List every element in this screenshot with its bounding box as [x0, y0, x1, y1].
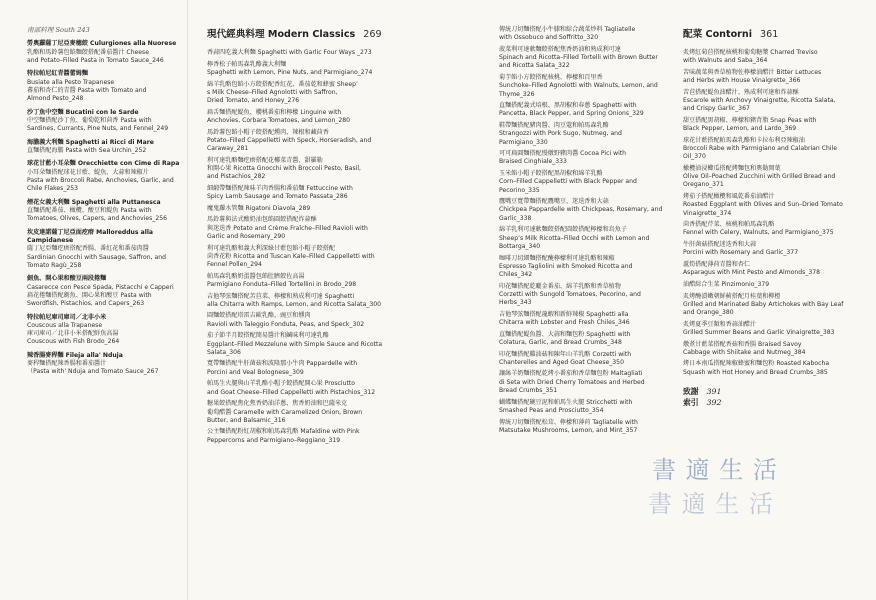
toc-entry — [27, 229, 185, 270]
toc-entry — [27, 160, 185, 193]
toc-entry-line: Thyme_326 — [499, 90, 535, 98]
toc-entry-line: Smashed Peas and Prosciutto_354 — [499, 406, 604, 414]
toc-entry-line: and Goat Cheese–Filled Cappelletti with Pistachios_312 — [207, 388, 376, 396]
toc-entry-title: 煙花女義大利麵 Spaghetti alla Puttanesca — [27, 198, 161, 206]
toc-entry-line: Peppercorns and Parmigiano–Reggiano_319 — [207, 436, 341, 444]
toc-entry-line: 橄欖油浸櫛瓜搭配烤麵包和奧勒岡葉 — [683, 164, 781, 172]
column-contorni — [683, 26, 849, 408]
toc-entry — [499, 419, 665, 436]
toc-entry-line: Pecorino_335 — [499, 186, 540, 194]
toc-entry-line: Chile Flakes_253 — [27, 185, 79, 193]
toc-entry-line: Grilled and Marinated Baby Artichokes with Bay Leaf — [683, 300, 844, 308]
toc-entry-line: Strangozzi with Pork Sugo, Nutmeg, and — [499, 130, 622, 138]
toc-entry-line: Tomatoes, Olives, Capers, and Anchovies_256 — [27, 215, 168, 223]
toc-entry-line: Fennel Pollen_294 — [207, 261, 262, 269]
toc-entry-line: Chiles_342 — [499, 271, 533, 279]
toc-entry — [207, 400, 397, 425]
toc-entry — [683, 69, 849, 86]
back-matter-page: 391 — [706, 386, 722, 396]
toc-entry — [27, 70, 185, 103]
back-matter-page: 392 — [706, 397, 722, 407]
toc-entry-line: Corzetti with Sungold Tomatoes, Pecorino, and — [499, 290, 641, 298]
toc-entry — [207, 216, 397, 241]
toc-entry-line: 直麵搭配番茄、橄欖、酸豆和鯷魚 Pasta with — [27, 206, 152, 214]
toc-entry-title: 海膽義大利麵 Spaghetti ai Ricci di Mare — [27, 138, 154, 146]
toc-entry-line: 茄子節半月餃搭配簡易醬汁和鹹味利可達乳酪 — [207, 332, 329, 340]
toc-entry-line: 甜豆搭配黑胡椒、檸檬和豬背脂 Snap Peas with — [683, 116, 817, 124]
toc-entry — [683, 341, 849, 358]
toc-entry — [207, 332, 397, 357]
toc-entry-line: Olive Oil–Poached Zucchini with Grilled Bread and — [683, 173, 836, 181]
toc-entry — [499, 399, 665, 416]
toc-entry — [207, 273, 397, 290]
toc-entry — [27, 314, 185, 347]
toc-entry-line: 吉他琴弦麵搭配龍蝦和新鮮辣椒 Spaghetti alla — [499, 310, 629, 318]
toc-entry — [499, 170, 665, 195]
toc-entry-line: Roasted Eggplant with Olives and Sun–Dried Tomato — [683, 201, 843, 209]
toc-entry-line: 直麵搭配海膽 Pasta with Sea Urchin_252 — [27, 146, 147, 154]
toc-entry-line: Fennel with Celery, Walnuts, and Parmigiano_375 — [683, 229, 834, 237]
toc-entry-line: Espresso Tagliolini with Smoked Ricotta and — [499, 262, 633, 270]
toc-entry-line: Chanterelles and Aged Goat Cheese_350 — [499, 358, 624, 366]
column-modern-classics — [207, 26, 397, 448]
toc-entry — [207, 245, 397, 270]
toc-entry-line: 可可扁圓麵搭配慢燉野豬肉醬 Cocoa Pici with — [499, 150, 627, 158]
back-matter-label: 致謝 — [683, 386, 699, 396]
toc-entry — [683, 137, 849, 162]
toc-entry-line: Busiate alla Pesto Trapanese — [27, 78, 115, 86]
toc-entry-line: Caraway_281 — [207, 145, 249, 153]
toc-entry — [27, 109, 185, 134]
toc-entry-line: 糖果餃搭配焦化焦香奶油洋蔥、焦香奶油和巴薩米克 — [207, 400, 348, 408]
toc-entry-line: 牛肝菌菇搭配迷迭香和大蒜 — [683, 241, 757, 249]
toc-entry-title: 特拉帕尼紅青醬蕾姆麵 — [27, 70, 88, 78]
toc-entry-line: 馬鈴薯包餡小帽子餃搭配燻肉、辣根和藏茴香 — [207, 128, 329, 136]
toc-entry — [499, 226, 665, 251]
toc-entry-line: 鞋帶麵搭配豬肉醬、肉豆蔻和帕馬森乳酪 — [499, 122, 609, 130]
toc-entry — [499, 102, 665, 119]
toc-entry — [499, 370, 665, 395]
toc-entry-line: 魔鬼蘿水管麵 Rigatoni Diavola_289 — [207, 204, 311, 212]
toc-entry-line: Salata_306 — [207, 348, 241, 356]
toc-entry-line: 燉煮甘藍菜搭配香菇和香腸 Braised Savoy — [683, 340, 802, 348]
toc-entry — [683, 89, 849, 114]
toc-entry — [683, 261, 849, 278]
toc-entry — [27, 199, 185, 224]
toc-entry-line: 與迷迭香 Potato and Crème Fraîche–Filled Ravioli with — [207, 224, 368, 232]
toc-entry-line: Oregano_371 — [683, 181, 724, 189]
back-matter-entry — [683, 386, 849, 397]
toc-entry — [207, 185, 397, 202]
toc-entry — [683, 281, 849, 289]
toc-entry-line: and Herbs with House Vinaigrette_366 — [683, 77, 801, 85]
toc-entry-line: 中空麵搭配沙丁魚、葡萄乾和茴香 Pasta with — [27, 116, 152, 124]
toc-entry-line: 寬帶麵搭配牛肝菌菇和波隆那小牛肉 Pappardelle with — [207, 360, 358, 368]
toc-entry-line: 小耳朵麵搭配球花甘藍、鯷魚、大蒜和辣椒片 — [27, 168, 149, 176]
toc-entry — [207, 81, 397, 106]
toc-entry — [207, 109, 397, 126]
toc-entry-line: 菊芋餡小方餃搭配核桃、檸檬和百里香 — [499, 74, 603, 82]
toc-entry-line: Herbs_343 — [499, 299, 532, 307]
toc-entry-line: and Potato–Filled Pasta in Tomato Sauce_246 — [27, 56, 164, 64]
toc-entry-title: 特拉帕尼庫司庫司／北非小米 — [27, 313, 107, 321]
toc-entry — [499, 26, 665, 43]
toc-entry-line: 綿羊乳酪包餡小方餃搭配香紅花、番茄乾和蜂蜜 Sheep’ — [207, 80, 358, 88]
column-south-recipes — [27, 26, 185, 382]
toc-entry-line: Pancetta, Black Pepper, and Spring Onions_329 — [499, 110, 644, 118]
toc-entry-line: Oil_370 — [683, 153, 706, 161]
toc-entry-line: and Pistachios_282 — [207, 173, 266, 181]
toc-entry — [683, 193, 849, 218]
toc-entry-line: 圓麵餃搭配塔雷吉歐乳酪、豌豆和燻肉 — [207, 312, 311, 320]
toc-entry-line: 香蒜四吃義大利麵 Spaghetti with Garlic Four Ways _273 — [207, 49, 372, 56]
toc-entry — [499, 331, 665, 348]
toc-entry-line: Matsutake Mushrooms, Lemon, and Mint_357 — [499, 426, 638, 434]
gutter-divider — [187, 0, 188, 600]
toc-entry-line: Grilled Summer Beans and Garlic Vinaigrette_383 — [683, 328, 835, 336]
toc-entry-line: 扁舌麵搭配鯷魚、櫻桃番茄和檸檬 Linguine with — [207, 108, 342, 116]
toc-entry-line: Potato–Filled Cappelletti with Speck, Horseradish, and — [207, 136, 372, 144]
toc-entry-line: 帕馬森乳酪奶蛋醬包餡肚臍餃佐高湯 — [207, 272, 305, 280]
toc-entry-line: Ravioli with Taleggio Fonduta, Peas, and Speck_302 — [207, 320, 365, 328]
toc-entry-line: Sardines, Currants, Pine Nuts, and Fennel_249 — [27, 125, 169, 133]
toc-entry — [207, 61, 397, 78]
toc-entry-title: 劍魚、開心果和酸豆兩段捲麵 — [27, 275, 107, 283]
toc-entry-line: 直麵搭配鯷魚醬、大蒜和麵包粉 Spaghetti with — [499, 330, 631, 338]
toc-entry-line: Sardinian Gnocchi with Sausage, Saffron, and — [27, 253, 166, 261]
toc-entry-line: Spinach and Ricotta–Filled Tortelli with Brown Butter — [499, 54, 658, 62]
toc-entry-line: 咖啡刀切細麵搭配醃檸檬利可達乳酪和辣椒 — [499, 254, 615, 262]
toc-entry-line: Butter, and Balsamic_316 — [207, 416, 286, 424]
toc-entry-line: 乳酪和馬鈴薯包餡麵餃搭配番茄醬汁 Cheese — [27, 48, 149, 56]
toc-entry-line: Chickpea Pappardelle with Chickpeas, Rosemary, and — [499, 206, 663, 214]
toc-entry-line: Bottarga_340 — [499, 242, 541, 250]
toc-entry-line: 馬鈴薯與法式酸奶油包餡圓餃搭配炸蒜酥 — [207, 216, 317, 224]
section-title: 配菜 Contorni — [683, 29, 753, 40]
toc-entry-line: 印花麵搭配雞油菇和陳年山羊乳酪 Corzetti with — [499, 350, 632, 358]
toc-entry-line: Couscous with Fish Brodo_264 — [27, 338, 120, 346]
toc-entry-line: Couscous alla Trapanese — [27, 321, 103, 329]
toc-entry-line: Squash with Hot Honey and Bread Crumbs_385 — [683, 368, 828, 376]
section-title: 現代經典料理 Modern Classics — [207, 29, 356, 40]
toc-entry-line: Spaghetti with Lemon, Pine Nuts, and Parmigiano_274 — [207, 68, 373, 76]
toc-entry-line: （Pasta with' Nduja and Tomato Sauce_267 — [27, 368, 159, 376]
toc-entry-line: Braised Cinghiale_333 — [499, 158, 567, 166]
toc-entry-line: 鷹嘴豆寬帶麵搭配鷹嘴豆、迷迭香和大蒜 — [499, 198, 609, 206]
toc-entry — [499, 46, 665, 71]
toc-entry-line: with Ossobuco and Soffritto_320 — [499, 34, 599, 42]
toc-entry — [499, 198, 665, 223]
toc-entry-line: 蕃茄和杏仁的青醬 Pasta with Tomato and — [27, 86, 147, 94]
toc-entry — [683, 221, 849, 238]
toc-entry-title: 坎皮達諾薩丁尼亞面疙瘩 Malloreddus alla Campidanese — [27, 228, 154, 245]
toc-entry-line: Swordfish, Pistachios, and Capers_263 — [27, 300, 145, 308]
toc-entry — [499, 311, 665, 328]
toc-entry-line: with Walnuts and Saba_364 — [683, 57, 768, 65]
section-page-number: 361 — [760, 29, 779, 40]
toc-entry-line: 讓絲羊奶麵搭配乾烤小番茄和香草麵包粉 Maltagliati — [499, 370, 643, 378]
toc-entry-line: Parmigiano_330 — [499, 138, 548, 146]
toc-entry-line: 傳統刀切麵搭配松茸、檸檬和薄荷 Tagliatelle with — [499, 418, 638, 426]
toc-entry-line: alla Chitarra with Ramps, Lemon, and Ricotta Salata_300 — [207, 300, 381, 308]
toc-entry-line: 油醋綜合生菜 Pinzimonio_379 — [683, 280, 770, 288]
toc-entry-line: and Orange_380 — [683, 309, 734, 317]
toc-entry-title: 球花甘藍小耳朵麵 Orecchiette con Cime di Rapa — [27, 160, 180, 168]
toc-entry-line: Porcini and Veal Bolognese_309 — [207, 368, 304, 376]
back-matter-label: 索引 — [683, 397, 699, 407]
toc-entry-line: 印花麵搭配乾曬金番茄、綿羊乳酪和香草植物 — [499, 282, 621, 290]
toc-entry-line: Sheep’s Milk Ricotta–Filled Occhi with Lemon and — [499, 234, 650, 242]
toc-entry-line: Garlic and Rosemary_290 — [207, 232, 286, 240]
toc-entry-line: Anchovies, Corbara Tomatoes, and Lemon_280 — [207, 116, 350, 124]
toc-entry-line: 球花甘藍搭配帕馬森乳酪和卡拉布利亞辣椒油 — [683, 136, 805, 144]
toc-entry-title: 勞奧蘿薩丁尼亞麥穗餃 Culurgiones alla Nuorese — [27, 40, 177, 48]
toc-entry-line: 炙烤醃漬嫩朝鮮薊搭配月桂葉和柳橙 — [683, 292, 781, 300]
toc-entry-line: Porcini with Rosemary and Garlic_377 — [683, 249, 799, 257]
section-page-number: 269 — [363, 29, 382, 40]
toc-entry-line: 烤茄子搭配橄欖和風乾番茄油醋汁 — [683, 193, 775, 201]
toc-entry — [207, 312, 397, 329]
toc-entry-line: 烤日本南瓜搭配辣椒蜂蜜和麵包粉 Roasted Kabocha — [683, 360, 830, 368]
toc-entry — [683, 321, 849, 338]
watermark-stamp-shadow: 書 適 生 活 — [648, 490, 774, 518]
toc-entry-line: di Seta with Dried Cherry Tomatoes and Herbed — [499, 378, 645, 386]
toc-entry — [207, 360, 397, 377]
back-matter-entry — [683, 397, 849, 408]
toc-entry-line: 細緞帶麵搭配辣味羊肉香腸和番茄麵 Fettuccine with — [207, 184, 353, 192]
toc-entry — [207, 293, 397, 310]
toc-entry — [27, 40, 185, 65]
toc-entry — [499, 283, 665, 308]
toc-entry-line: Broccoli Rabe with Parmigiano and Calabrian Chile — [683, 145, 837, 153]
toc-entry-line: s Milk Cheese–Filled Agnolotti with Saffron, — [207, 88, 338, 96]
toc-entry — [207, 428, 397, 445]
toc-entry-line: 苦味蔬菜與香草植物佐檸檬油醋汁 Bitter Lettuces — [683, 68, 822, 76]
toc-entry-line: 傳統刀切麵搭配小牛膝和綜合蔬菜炒料 Tagliatelle — [499, 26, 636, 33]
running-header: 南部料理 South 243 — [27, 26, 90, 34]
toc-entry-line: 葡萄醋醬 Caramelle with Caramelized Onion, Brown — [207, 408, 363, 416]
toc-entry-line: 炙烤夏季豆類和香蒜油醋汁 — [683, 320, 757, 328]
toc-entry — [27, 352, 185, 377]
toc-entry-line: 茴香花粉 Ricotta and Tuscan Kale–Filled Cappelletti with — [207, 252, 375, 260]
toc-entry-line: 薩丁尼亞麵疙瘩搭配香腸、番紅花和番茄肉醬 — [27, 245, 149, 253]
section-heading-contorni — [683, 29, 849, 41]
toc-entry — [683, 49, 849, 66]
toc-entry — [499, 255, 665, 280]
toc-entry-line: 苦苣搭配鯷魚油醋汁、熟成利可達和炸蒜酥 — [683, 88, 799, 96]
column-modern-classics-continued — [499, 26, 665, 438]
toc-entry — [499, 150, 665, 167]
toc-entry-line: 利可達乳酪麵疙瘩搭配花椰菜青醬、甜羅勒 — [207, 156, 323, 164]
toc-entry — [499, 351, 665, 368]
toc-entry — [207, 49, 397, 57]
toc-entry — [683, 241, 849, 258]
toc-entry-line: Vinaigrette_374 — [683, 209, 732, 217]
toc-entry-line: 扁花捲麵搭配劍魚、開心果和酸豆 Pasta with — [27, 291, 152, 299]
toc-entry-line: Cabbage with Shiitake and Nutmeg_384 — [683, 348, 806, 356]
toc-entry-line: 庫司庫司／北非小米搭配鮮魚高湯 — [27, 330, 119, 338]
toc-entry-line: and Ricotta Salata_322 — [499, 62, 570, 70]
toc-entry-line: 吉他琴弦麵搭配苦苣菜、檸檬和熟成利可達 Spaghetti — [207, 292, 355, 300]
toc-entry-line: Casarecce con Pesce Spada, Pistacchi e Capperi — [27, 283, 174, 291]
watermark-stamp: 書 適 生 活 — [652, 456, 778, 484]
toc-entry — [499, 122, 665, 147]
toc-entry-line: 玉米餡小帽子餃搭配黑胡椒和綿羊乳酪 — [499, 170, 603, 178]
toc-entry — [683, 293, 849, 318]
toc-entry-line: Asparagus with Mint Pesto and Almonds_378 — [683, 269, 820, 277]
toc-entry-line: and Crispy Garlic_367 — [683, 105, 750, 113]
toc-entry-title: 辣香腸麥稈麵 Fileja alla' Nduja — [27, 351, 123, 359]
toc-entry-line: Tomato Ragù_258 — [27, 261, 82, 269]
toc-entry — [207, 380, 397, 397]
toc-entry-line: 蝴蝶麵搭配碗豆泥和帕馬生火腿 Stricchetti with — [499, 398, 633, 406]
toc-entry-line: 麥稈麵搭配辣香腸和番茄醬汁 — [27, 360, 107, 368]
toc-entry-line: Escarole with Anchovy Vinaigrette, Ricotta Salata, — [683, 97, 836, 105]
toc-entry-line: Chitarra with Lobster and Fresh Chiles_346 — [499, 319, 630, 327]
toc-entry — [207, 157, 397, 182]
toc-entry-line: 直麵搭配義式培根、黑胡椒和春蔥 Spaghetti with — [499, 102, 637, 110]
toc-entry-line: 帕馬生火腿與山羊乳酪小帽子餃搭配開心果 Prosciutto — [207, 380, 355, 388]
toc-entry-line: 利可達乳酪和義大利深綠甘藍包餡小帽子餃搭配 — [207, 244, 335, 252]
toc-entry — [207, 129, 397, 154]
toc-entry — [27, 139, 185, 156]
toc-entry-line: Garlic_338 — [499, 214, 532, 222]
toc-entry-line: Sunchoke–Filled Agnolotti with Walnuts, Lemon, and — [499, 82, 658, 90]
toc-entry — [683, 360, 849, 377]
toc-entry-line: 檸香松子帕馬森乳酪義大利麵 — [207, 60, 287, 68]
toc-entry-line: 蘆筍搭配薄荷青醬和杏仁 — [683, 261, 751, 269]
toc-entry-line: Black Pepper, Lemon, and Lardo_369 — [683, 125, 797, 133]
toc-entry-line: 和開心果 Ricotta Gnocchi with Broccoli Pesto, Basil, — [207, 164, 361, 172]
toc-entry — [683, 165, 849, 190]
toc-entry-line: 茴香搭配芹菜、核桃和帕馬森乳酪 — [683, 221, 775, 229]
toc-entry-line: Eggplant–Filled Mezzelune with Simple Sauce and Ricotta — [207, 340, 383, 348]
toc-entry — [207, 205, 397, 213]
toc-entry-line: Parmigiano Fonduta–Filled Tortellini in Brodo_298 — [207, 280, 357, 288]
section-heading-modern-classics — [207, 29, 397, 41]
toc-entry — [499, 74, 665, 99]
toc-entry-line: 菠菜利可達軟麵餃搭配焦香奶油和熟成利可達 — [499, 45, 621, 53]
toc-entry — [683, 117, 849, 134]
toc-entry-line: Pasta with Broccoli Rabe, Anchovies, Garlic, and — [27, 176, 174, 184]
toc-entry — [27, 275, 185, 308]
toc-entry-line: Dried Tomato, and Honey_276 — [207, 97, 300, 105]
toc-entry-line: 炙烤紅菊苣搭配核桃和葡萄糖漿 Charred Treviso — [683, 49, 818, 56]
toc-entry-title: 沙丁魚中空麵 Bucatini con le Sarde — [27, 108, 139, 116]
toc-entry-line: Almond Pesto_248 — [27, 95, 84, 103]
toc-entry-line: Corn–Filled Cappelletti with Black Pepper and — [499, 178, 637, 186]
toc-entry-line: Bread Crumbs_351 — [499, 386, 558, 394]
toc-entry-line: Colatura, Garlic, and Bread Crumbs_348 — [499, 338, 622, 346]
toc-entry-line: 公主麵搭配粉紅胡椒和帕馬森乳酪 Mafaldine with Pink — [207, 428, 360, 436]
toc-entry-line: Spicy Lamb Sausage and Tomato Passata_286 — [207, 193, 348, 201]
toc-entry-line: 綿羊乳利可達軟麵餃搭配圓餃搭配檸檬和烏魚子 — [499, 226, 627, 234]
